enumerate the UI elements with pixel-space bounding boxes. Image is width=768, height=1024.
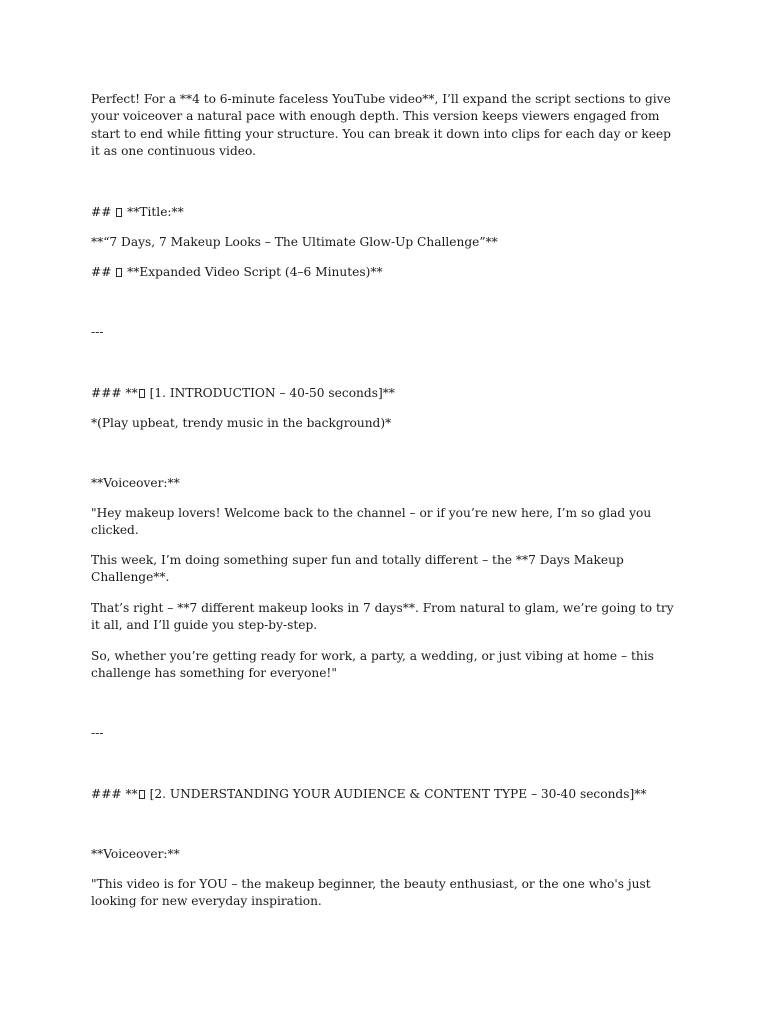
separator: --- bbox=[91, 726, 104, 740]
section-2-heading bbox=[91, 786, 681, 803]
section-1-heading bbox=[91, 385, 681, 402]
script-heading-prefix: ## bbox=[91, 265, 116, 279]
section-2-voiceover-label: **Voiceover:** bbox=[91, 847, 180, 861]
section-1-paragraph: That’s right – **7 different makeup looks in 7 days**. From natural to glam, we’re going to try it all, and I’ll guide you step-by-step. bbox=[91, 601, 674, 633]
section-2-heading-text: [2. UNDERSTANDING YOUR AUDIENCE & CONTENT TYPE – 30-40 seconds]** bbox=[145, 787, 647, 801]
section-1-paragraph: So, whether you’re getting ready for work, a party, a wedding, or just vibing at home – this challenge has something for everyone!" bbox=[91, 649, 654, 681]
title-value: **“7 Days, 7 Makeup Looks – The Ultimate Glow-Up Challenge”** bbox=[91, 235, 498, 249]
title-heading bbox=[91, 204, 681, 221]
separator: --- bbox=[91, 325, 104, 339]
script-heading-text: **Expanded Video Script (4–6 Minutes)** bbox=[123, 265, 383, 279]
section-1-paragraph: This week, I’m doing something super fun and totally different – the **7 Days Makeup Challenge**. bbox=[91, 553, 624, 585]
title-heading-prefix: ## bbox=[91, 205, 116, 219]
title-heading-text: **Title:** bbox=[123, 205, 184, 219]
section-1-paragraph: "Hey makeup lovers! Welcome back to the channel – or if you’re new here, I’m so glad you clicked. bbox=[91, 506, 652, 538]
section-1-direction: *(Play upbeat, trendy music in the background)* bbox=[91, 416, 392, 430]
missing-glyph-icon bbox=[139, 790, 145, 799]
missing-glyph-icon bbox=[139, 389, 145, 398]
section-1-heading-text: [1. INTRODUCTION – 40-50 seconds]** bbox=[145, 386, 395, 400]
intro-paragraph: Perfect! For a **4 to 6-minute faceless YouTube video**, I’ll expand the script sections to give your voiceover a natural pace with enough depth. This version keeps viewers engaged from start to end while fitting your structure. You can break it down into clips for each day or keep it as one continuous video. bbox=[91, 92, 671, 159]
section-2-heading-prefix: ### ** bbox=[91, 787, 138, 801]
section-1-heading-prefix: ### ** bbox=[91, 386, 138, 400]
missing-glyph-icon bbox=[116, 268, 122, 277]
script-heading bbox=[91, 264, 681, 281]
section-2-paragraph: "This video is for YOU – the makeup beginner, the beauty enthusiast, or the one who's just looking for new everyday inspiration. bbox=[91, 877, 651, 909]
section-1-voiceover-label: **Voiceover:** bbox=[91, 476, 180, 490]
missing-glyph-icon bbox=[116, 208, 122, 217]
